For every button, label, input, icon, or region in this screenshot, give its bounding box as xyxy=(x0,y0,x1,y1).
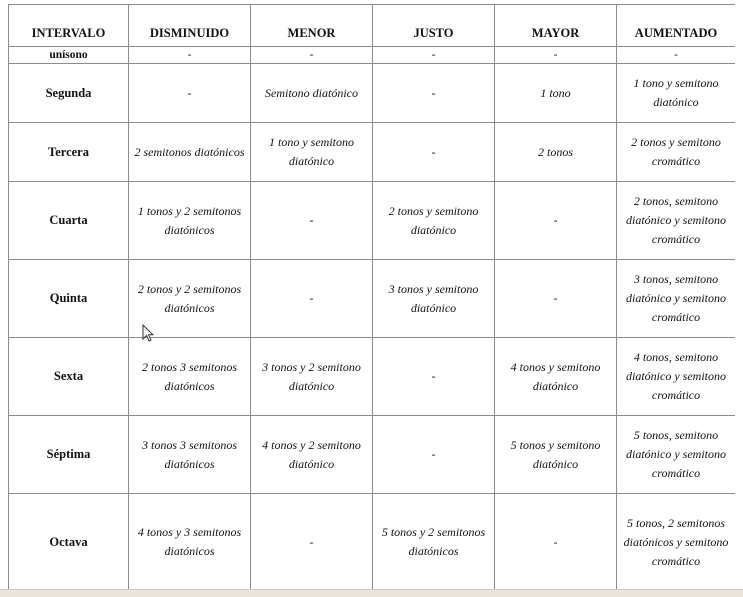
interval-name: Séptima xyxy=(9,416,129,494)
table-cell: - xyxy=(251,494,373,591)
table-cell: 5 tonos y 2 semitonos diatónicos xyxy=(373,494,495,591)
table-cell: 3 tonos y 2 semitono diatónico xyxy=(251,338,373,416)
interval-name: Quinta xyxy=(9,260,129,338)
interval-name: Octava xyxy=(9,494,129,591)
table-cell: - xyxy=(373,338,495,416)
table-cell: 1 tono y semitono diatónico xyxy=(251,123,373,182)
interval-name: Sexta xyxy=(9,338,129,416)
table-cell: 4 tonos y semitono diatónico xyxy=(495,338,617,416)
table-cell: - xyxy=(495,182,617,260)
window-bottom-edge xyxy=(0,589,743,597)
interval-table-container xyxy=(8,4,735,590)
table-cell: - xyxy=(251,182,373,260)
table-cell: 2 tonos, semitono diatónico y semitono cromático xyxy=(617,182,736,260)
table-cell: 5 tonos, 2 semitonos diatónicos y semitono cromático xyxy=(617,494,736,591)
header-justo: JUSTO xyxy=(373,5,495,47)
table-cell: 5 tonos, semitono diatónico y semitono cromático xyxy=(617,416,736,494)
header-menor: MENOR xyxy=(251,5,373,47)
table-row xyxy=(9,338,736,416)
interval-table xyxy=(8,4,735,590)
table-row xyxy=(9,416,736,494)
interval-name: Segunda xyxy=(9,64,129,123)
header-mayor: MAYOR xyxy=(495,5,617,47)
table-cell: 2 tonos 3 semitonos diatónicos xyxy=(129,338,251,416)
table-row xyxy=(9,182,736,260)
table-cell: 3 tonos, semitono diatónico y semitono cromático xyxy=(617,260,736,338)
table-cell: 2 tonos y semitono cromático xyxy=(617,123,736,182)
table-cell: - xyxy=(617,47,736,64)
table-row xyxy=(9,494,736,591)
table-row xyxy=(9,260,736,338)
table-cell: - xyxy=(373,47,495,64)
table-cell: 4 tonos y 2 semitono diatónico xyxy=(251,416,373,494)
table-cell: Semitono diatónico xyxy=(251,64,373,123)
table-cell: 1 tono xyxy=(495,64,617,123)
table-cell: 4 tonos y 3 semitonos diatónicos xyxy=(129,494,251,591)
interval-name: unísono xyxy=(9,47,129,64)
table-cell: - xyxy=(495,260,617,338)
table-cell: 4 tonos, semitono diatónico y semitono cromático xyxy=(617,338,736,416)
table-cell: 5 tonos y semitono diatónico xyxy=(495,416,617,494)
table-cell: 2 tonos y 2 semitonos diatónicos xyxy=(129,260,251,338)
table-cell: - xyxy=(373,123,495,182)
interval-name: Cuarta xyxy=(9,182,129,260)
table-cell: - xyxy=(251,260,373,338)
table-cell: - xyxy=(129,47,251,64)
table-row xyxy=(9,123,736,182)
table-row xyxy=(9,64,736,123)
table-cell: - xyxy=(251,47,373,64)
table-cell: 3 tonos 3 semitonos diatónicos xyxy=(129,416,251,494)
table-cell: 1 tonos y 2 semitonos diatónicos xyxy=(129,182,251,260)
table-cell: - xyxy=(495,47,617,64)
interval-name: Tercera xyxy=(9,123,129,182)
header-row xyxy=(9,5,736,47)
table-cell: - xyxy=(373,416,495,494)
header-disminuido: DISMINUIDO xyxy=(129,5,251,47)
arrow-cursor-icon xyxy=(142,324,154,342)
header-aumentado: AUMENTADO xyxy=(617,5,736,47)
table-cell: 2 tonos y semitono diatónico xyxy=(373,182,495,260)
table-cell: - xyxy=(129,64,251,123)
table-row xyxy=(9,47,736,64)
table-cell: 3 tonos y semitono diatónico xyxy=(373,260,495,338)
table-cell: - xyxy=(373,64,495,123)
table-cell: - xyxy=(495,494,617,591)
table-cell: 2 semitonos diatónicos xyxy=(129,123,251,182)
table-cell: 1 tono y semitono diatónico xyxy=(617,64,736,123)
header-intervalo: INTERVALO xyxy=(9,5,129,47)
table-cell: 2 tonos xyxy=(495,123,617,182)
